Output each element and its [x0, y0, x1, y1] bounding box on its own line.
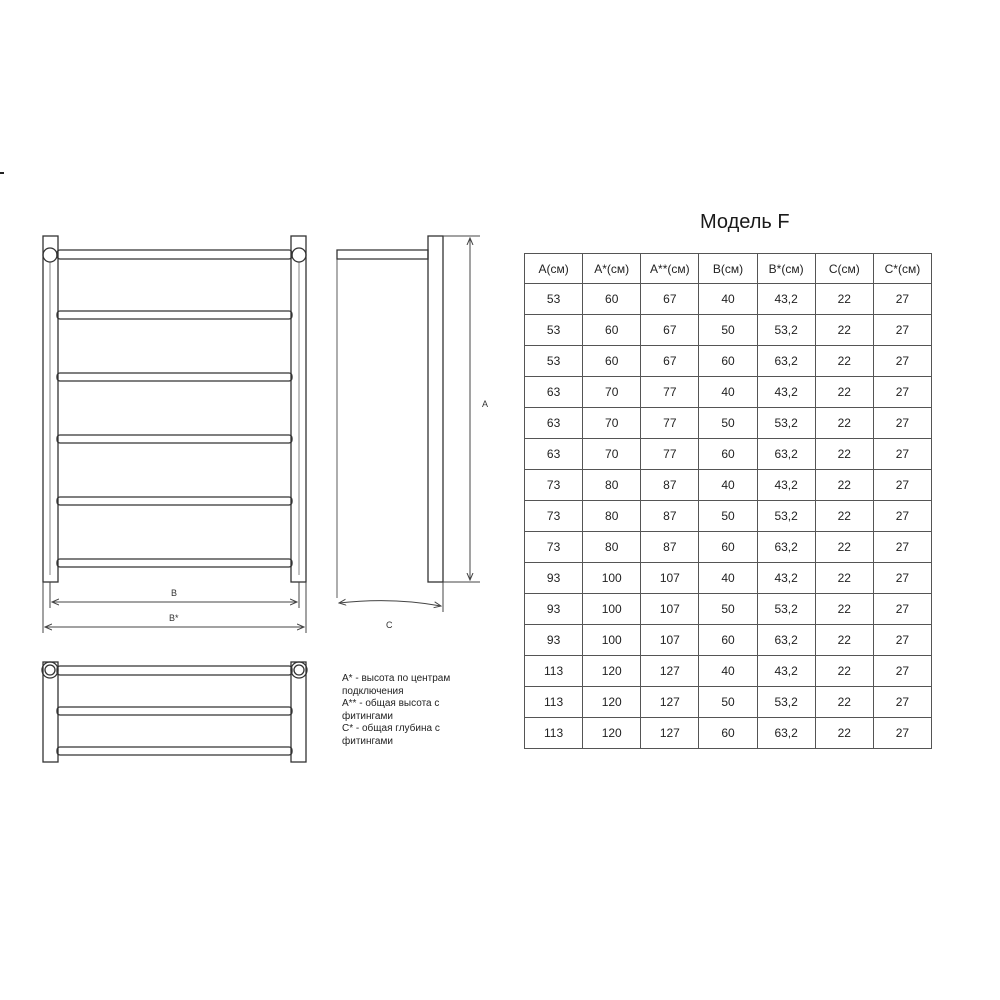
table-cell: 67	[641, 346, 699, 377]
table-cell: 80	[583, 470, 641, 501]
table-cell: 127	[641, 687, 699, 718]
table-cell: 70	[583, 439, 641, 470]
rail-6	[57, 559, 292, 567]
table-cell: 67	[641, 284, 699, 315]
table-cell: 43,2	[757, 377, 815, 408]
rail-3	[57, 373, 292, 381]
column-header-b: B(см)	[699, 254, 757, 284]
table-cell: 63,2	[757, 718, 815, 749]
rail-5	[57, 497, 292, 505]
top-view	[42, 662, 307, 762]
top-view-rail-2	[57, 707, 292, 715]
table-row	[525, 718, 932, 749]
table-cell: 50	[699, 315, 757, 346]
table-cell: 22	[815, 315, 873, 346]
table-cell: 93	[525, 594, 583, 625]
table-cell: 100	[583, 563, 641, 594]
table-cell: 87	[641, 470, 699, 501]
table-cell: 77	[641, 377, 699, 408]
table-cell: 73	[525, 501, 583, 532]
table-cell: 120	[583, 656, 641, 687]
dimensions-table	[524, 253, 932, 749]
table-cell: 27	[873, 718, 931, 749]
table-cell: 53	[525, 315, 583, 346]
table-cell: 43,2	[757, 656, 815, 687]
table-cell: 73	[525, 470, 583, 501]
table-cell: 63	[525, 439, 583, 470]
table-cell: 22	[815, 470, 873, 501]
model-title: Модель F	[700, 211, 790, 233]
table-cell: 43,2	[757, 563, 815, 594]
table-cell: 107	[641, 563, 699, 594]
table-cell: 22	[815, 594, 873, 625]
column-header-a-double-star: A**(см)	[641, 254, 699, 284]
dimension-c-label: C	[386, 620, 393, 630]
table-cell: 93	[525, 625, 583, 656]
left-upright	[43, 236, 58, 582]
table-cell: 22	[815, 284, 873, 315]
table-cell: 22	[815, 718, 873, 749]
table-row	[525, 563, 932, 594]
top-view-right-cap-inner	[294, 665, 304, 675]
table-row	[525, 408, 932, 439]
rail-2	[57, 311, 292, 319]
table-body	[525, 284, 932, 749]
table-cell: 70	[583, 377, 641, 408]
table-cell: 80	[583, 532, 641, 563]
table-cell: 67	[641, 315, 699, 346]
top-view-left-cap-inner	[45, 665, 55, 675]
table-cell: 50	[699, 687, 757, 718]
table-cell: 40	[699, 470, 757, 501]
top-view-rail-1	[57, 666, 292, 675]
legend-item-c-star: C* - общая глубина с фитингами	[342, 723, 440, 747]
table-cell: 27	[873, 625, 931, 656]
table-cell: 107	[641, 625, 699, 656]
table-row	[525, 284, 932, 315]
table-cell: 120	[583, 687, 641, 718]
table-row	[525, 594, 932, 625]
table-cell: 22	[815, 532, 873, 563]
table-row	[525, 470, 932, 501]
table-cell: 73	[525, 532, 583, 563]
table-cell: 113	[525, 718, 583, 749]
table-cell: 27	[873, 408, 931, 439]
table-cell: 43,2	[757, 284, 815, 315]
table-cell: 107	[641, 594, 699, 625]
right-top-cap	[292, 248, 306, 262]
top-rail	[57, 250, 292, 259]
table-cell: 22	[815, 377, 873, 408]
table-cell: 27	[873, 594, 931, 625]
dimension-a-label: A	[482, 399, 489, 409]
table-cell: 43,2	[757, 470, 815, 501]
table-cell: 63,2	[757, 625, 815, 656]
table-cell: 22	[815, 687, 873, 718]
table-cell: 60	[583, 315, 641, 346]
table-row	[525, 532, 932, 563]
front-view	[43, 236, 306, 582]
column-header-a-star: A*(см)	[583, 254, 641, 284]
table-cell: 53,2	[757, 501, 815, 532]
table-row	[525, 377, 932, 408]
table-cell: 53	[525, 284, 583, 315]
table-cell: 27	[873, 439, 931, 470]
table-cell: 27	[873, 284, 931, 315]
table-cell: 27	[873, 563, 931, 594]
table-cell: 27	[873, 346, 931, 377]
table-cell: 27	[873, 377, 931, 408]
legend	[342, 673, 472, 748]
table-row	[525, 315, 932, 346]
table-cell: 27	[873, 656, 931, 687]
table-row	[525, 625, 932, 656]
column-header-c-star: C*(см)	[873, 254, 931, 284]
table-cell: 80	[583, 501, 641, 532]
table-cell: 60	[583, 346, 641, 377]
table-row	[525, 439, 932, 470]
column-header-b-star: B*(см)	[757, 254, 815, 284]
table-cell: 100	[583, 594, 641, 625]
table-cell: 22	[815, 501, 873, 532]
legend-item-a-star: A* - высота по центрам подключения	[342, 673, 451, 697]
column-header-c: C(см)	[815, 254, 873, 284]
table-cell: 63	[525, 377, 583, 408]
table-cell: 50	[699, 408, 757, 439]
table-cell: 27	[873, 315, 931, 346]
table-cell: 27	[873, 687, 931, 718]
table-row	[525, 346, 932, 377]
table-cell: 93	[525, 563, 583, 594]
table-cell: 60	[699, 625, 757, 656]
table-cell: 22	[815, 656, 873, 687]
side-view	[337, 236, 443, 598]
table-cell: 22	[815, 439, 873, 470]
table-cell: 22	[815, 563, 873, 594]
table-cell: 22	[815, 346, 873, 377]
table-cell: 50	[699, 594, 757, 625]
table-cell: 27	[873, 532, 931, 563]
table-cell: 127	[641, 718, 699, 749]
table-cell: 53,2	[757, 315, 815, 346]
table-cell: 60	[699, 718, 757, 749]
table-cell: 27	[873, 470, 931, 501]
table-cell: 63,2	[757, 532, 815, 563]
table-cell: 77	[641, 439, 699, 470]
dimension-a	[443, 236, 480, 582]
dimension-c	[339, 582, 443, 612]
legend-item-a-double-star: A** - общая высота с фитингами	[342, 698, 440, 722]
right-upright	[291, 236, 306, 582]
table-cell: 22	[815, 625, 873, 656]
table-cell: 63,2	[757, 346, 815, 377]
table-cell: 100	[583, 625, 641, 656]
table-cell: 60	[699, 346, 757, 377]
table-cell: 53,2	[757, 408, 815, 439]
table-cell: 120	[583, 718, 641, 749]
left-top-cap	[43, 248, 57, 262]
table-cell: 60	[699, 439, 757, 470]
table-row	[525, 687, 932, 718]
table-cell: 60	[583, 284, 641, 315]
table-cell: 113	[525, 656, 583, 687]
table-cell: 27	[873, 501, 931, 532]
dimension-b-star-label: B*	[169, 613, 179, 623]
table-cell: 77	[641, 408, 699, 439]
side-top-rail	[337, 250, 428, 259]
side-upright	[428, 236, 443, 582]
table-cell: 60	[699, 532, 757, 563]
table-cell: 63	[525, 408, 583, 439]
table-cell: 87	[641, 501, 699, 532]
table-cell: 53,2	[757, 687, 815, 718]
table-row	[525, 501, 932, 532]
dimension-b-label: B	[171, 588, 178, 598]
table-cell: 40	[699, 656, 757, 687]
table-cell: 63,2	[757, 439, 815, 470]
table-cell: 53,2	[757, 594, 815, 625]
table-cell: 70	[583, 408, 641, 439]
rail-4	[57, 435, 292, 443]
table-cell: 40	[699, 377, 757, 408]
table-cell: 113	[525, 687, 583, 718]
table-row	[525, 656, 932, 687]
table-cell: 87	[641, 532, 699, 563]
table-cell: 22	[815, 408, 873, 439]
column-header-a: A(см)	[525, 254, 583, 284]
table-cell: 40	[699, 563, 757, 594]
table-cell: 127	[641, 656, 699, 687]
top-view-rail-3	[57, 747, 292, 755]
table-cell: 40	[699, 284, 757, 315]
table-cell: 50	[699, 501, 757, 532]
table-cell: 53	[525, 346, 583, 377]
table-header-row	[525, 254, 932, 284]
